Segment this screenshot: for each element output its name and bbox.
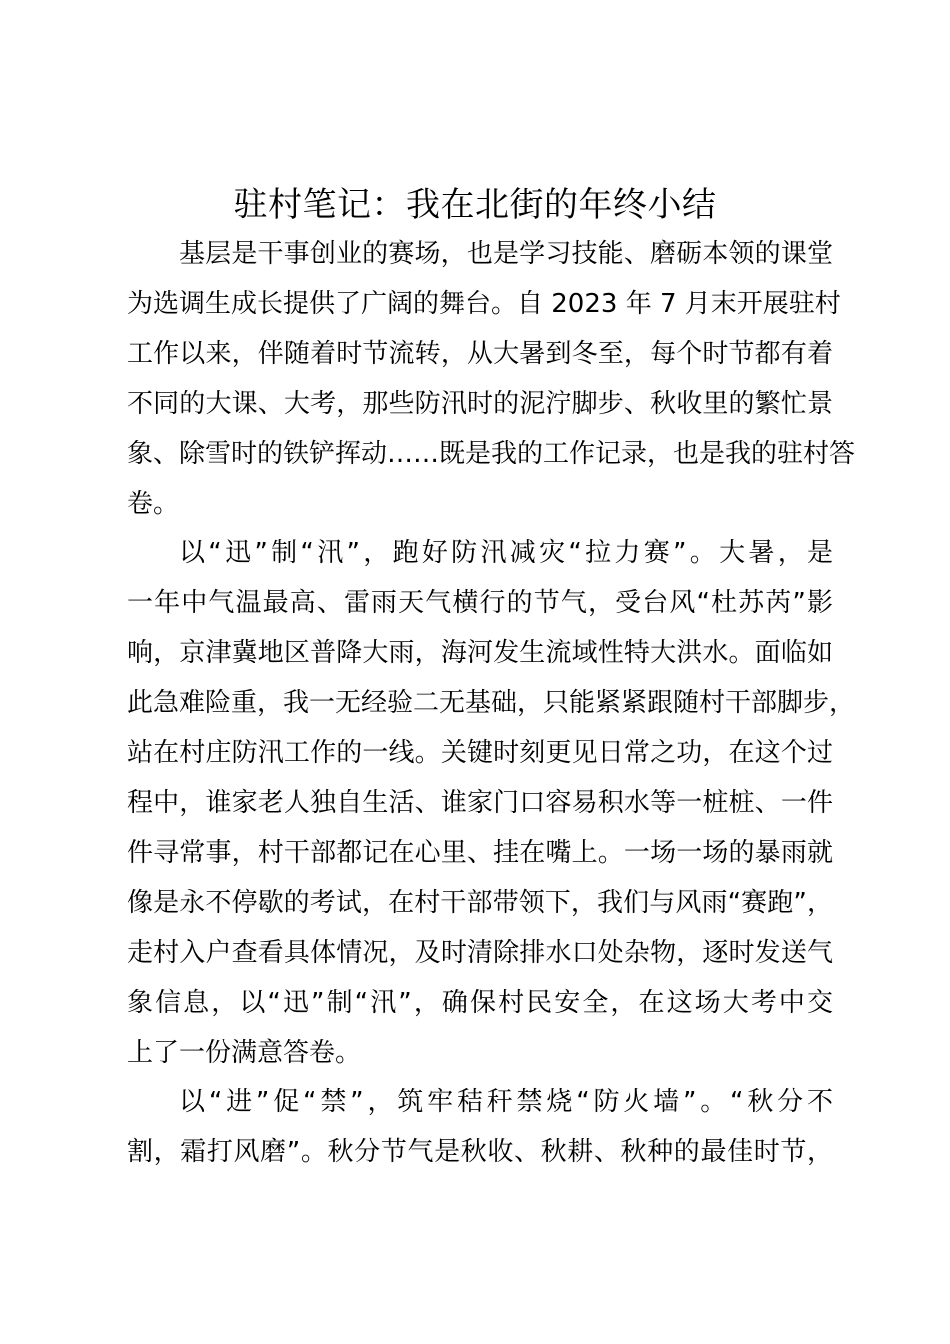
paragraph-line: 此急难险重，我一无经验二无基础，只能紧紧跟随村干部脚步， <box>127 688 856 718</box>
paragraph-line: 工作以来，伴随着时节流转，从大暑到冬至，每个时节都有着 <box>127 339 833 369</box>
paragraph-2 <box>127 528 856 1078</box>
paragraph-3 <box>127 1077 833 1177</box>
paragraph-line: 站在村庄防汛工作的一线。关键时刻更见日常之功，在这个过 <box>127 738 833 768</box>
paragraph-line: 象、除雪时的铁铲挥动……既是我的工作记录，也是我的驻村答 <box>127 439 856 469</box>
paragraph-line: 不同的大课、大考，那些防汛时的泥泞脚步、秋收里的繁忙景 <box>127 389 833 419</box>
paragraph-line: 像是永不停歇的考试，在村干部带领下，我们与风雨“赛跑”， <box>127 888 833 918</box>
paragraph-line: 基层是干事创业的赛场，也是学习技能、磨砺本领的课堂 <box>179 239 833 269</box>
paragraph-line: 走村入户查看具体情况，及时清除排水口处杂物，逐时发送气 <box>127 938 833 968</box>
paragraph-line: 一年中气温最高、雷雨天气横行的节气，受台风“杜苏芮”影 <box>127 588 833 618</box>
paragraph-line: 象信息，以“迅”制“汛”，确保村民安全，在这场大考中交 <box>127 988 833 1018</box>
paragraph-line: 上了一份满意答卷。 <box>127 1038 362 1068</box>
paragraph-line: 程中，谁家老人独自生活、谁家门口容易积水等一桩桩、一件 <box>127 788 833 818</box>
paragraph-line: 为选调生成长提供了广阔的舞台。自 2023 年 7 月末开展驻村 <box>127 289 841 319</box>
paragraph-line: 件寻常事，村干部都记在心里、挂在嘴上。一场一场的暴雨就 <box>127 838 833 868</box>
paragraph-line: 割，霜打风磨”。秋分节气是秋收、秋耕、秋种的最佳时节， <box>127 1137 833 1167</box>
document-title: 驻村笔记：我在北街的年终小结 <box>233 185 717 225</box>
paragraph-line: 卷。 <box>127 489 180 519</box>
paragraph-line: 以“进”促“禁”，筑牢秸秆禁烧“防火墙”。“秋分不 <box>179 1087 833 1117</box>
paragraph-line: 以“迅”制“汛”，跑好防汛减灾“拉力赛”。大暑，是 <box>179 538 833 568</box>
paragraph-line: 响，京津冀地区普降大雨，海河发生流域性特大洪水。面临如 <box>127 638 833 668</box>
paragraph-1 <box>127 229 856 529</box>
